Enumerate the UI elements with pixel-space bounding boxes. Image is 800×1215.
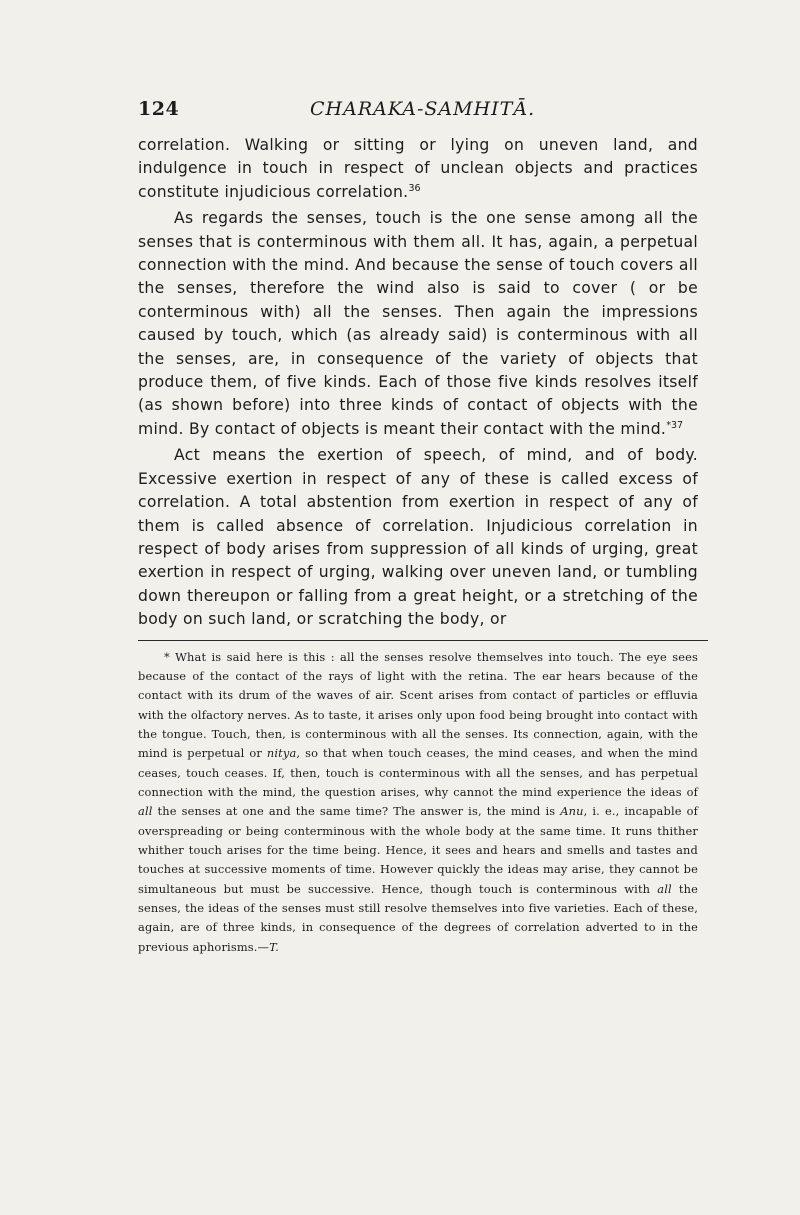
running-head [138,92,698,124]
note-marker-37: *37 [666,419,684,431]
footnote-part-5: the senses, the ideas of the senses must still resolve themselves into five varieties. Each of these, again, are of three kinds, in consequence of the degrees of correlation adverted to in the previous aphorisms.— [138,881,698,954]
footnote-signature: T. [269,939,279,954]
footnote-paragraph [138,648,698,958]
running-title: CHARAKA-SAMHITĀ. [310,98,536,120]
footnote-term-anu: Anu [560,804,584,819]
note-marker-36: 36 [408,182,421,194]
footnote-part-2: , so that when touch ceases, the mind ceases, and when the mind ceases, touch ceases. If, then, touch is conterminous with all the senses, and has perpetual connection with the mind, the question arises, why cannot the mind experience the ideas of [138,746,698,799]
paragraph-1 [138,134,698,204]
paragraph-2-text: As regards the senses, touch is the one sense among all the senses that is conterminous with them all. It has, again, a perpetual connection with the mind. And because the sense of touch covers all the senses, therefore the wind also is said to cover ( or be conterminous with) all the senses. Then again the impressions caused by touch, which (as already said) is conterminous with all the senses, are, in consequence of the variety of objects that produce them, of five kinds. Each of those five kinds resolves itself (as shown before) into three kinds of contact of objects with the mind. By contact of objects is meant their contact with the mind. [138,209,698,438]
paragraph-3 [138,444,698,631]
footnote-term-nitya: nitya [266,746,297,761]
footnote-rule [138,640,708,641]
book-page [138,92,698,957]
main-text [138,134,698,632]
footnote-part-1: * What is said here is this : all the senses resolve themselves into touch. The eye sees because of the contact of the rays of light with the retina. The ear hears because of the contact with its drum of the waves of air. Scent arises from contact of particles or effluvia with the olfactory nerves. As to taste, it arises only upon food being brought into contact with the tongue. Touch, then, is conterminous with all the senses. Its connection, again, with the mind is perpetual or [138,649,698,761]
footnote-term-all-2: all [657,881,672,896]
footnote-part-4: , i. e., incapable of overspreading or being conterminous with the whole body at the same time. It runs thither whither touch arises for the time being. Hence, it sees and hears and smells and tastes and touches at successive moments of time. However quickly the ideas may arise, they cannot be simultaneous but must be successive. Hence, though touch is conterminous with [138,804,698,896]
footnote-term-all-1: all [138,804,153,819]
footnote [138,648,698,958]
footnote-part-3: the senses at one and the same time? The answer is, the mind is [152,804,561,819]
paragraph-3-text: Act means the exertion of speech, of mind, and of body. Excessive exertion in respect of any of these is called excess of correlation. A total abstention from exertion in respect of any of them is called absence of correlation. Injudicious correlation in respect of body arises from suppression of all kinds of urging, great exertion in respect of urging, walking over uneven land, or tumbling down thereupon or falling from a great height, or a stretching of the body on such land, or scratching the body, or [138,446,698,629]
page-number: 124 [138,98,180,120]
paragraph-1-text: correlation. Walking or sitting or lying on uneven land, and indulgence in touch in respect of unclean objects and practices constitute injudicious correlation. [138,136,698,201]
paragraph-2 [138,207,698,441]
